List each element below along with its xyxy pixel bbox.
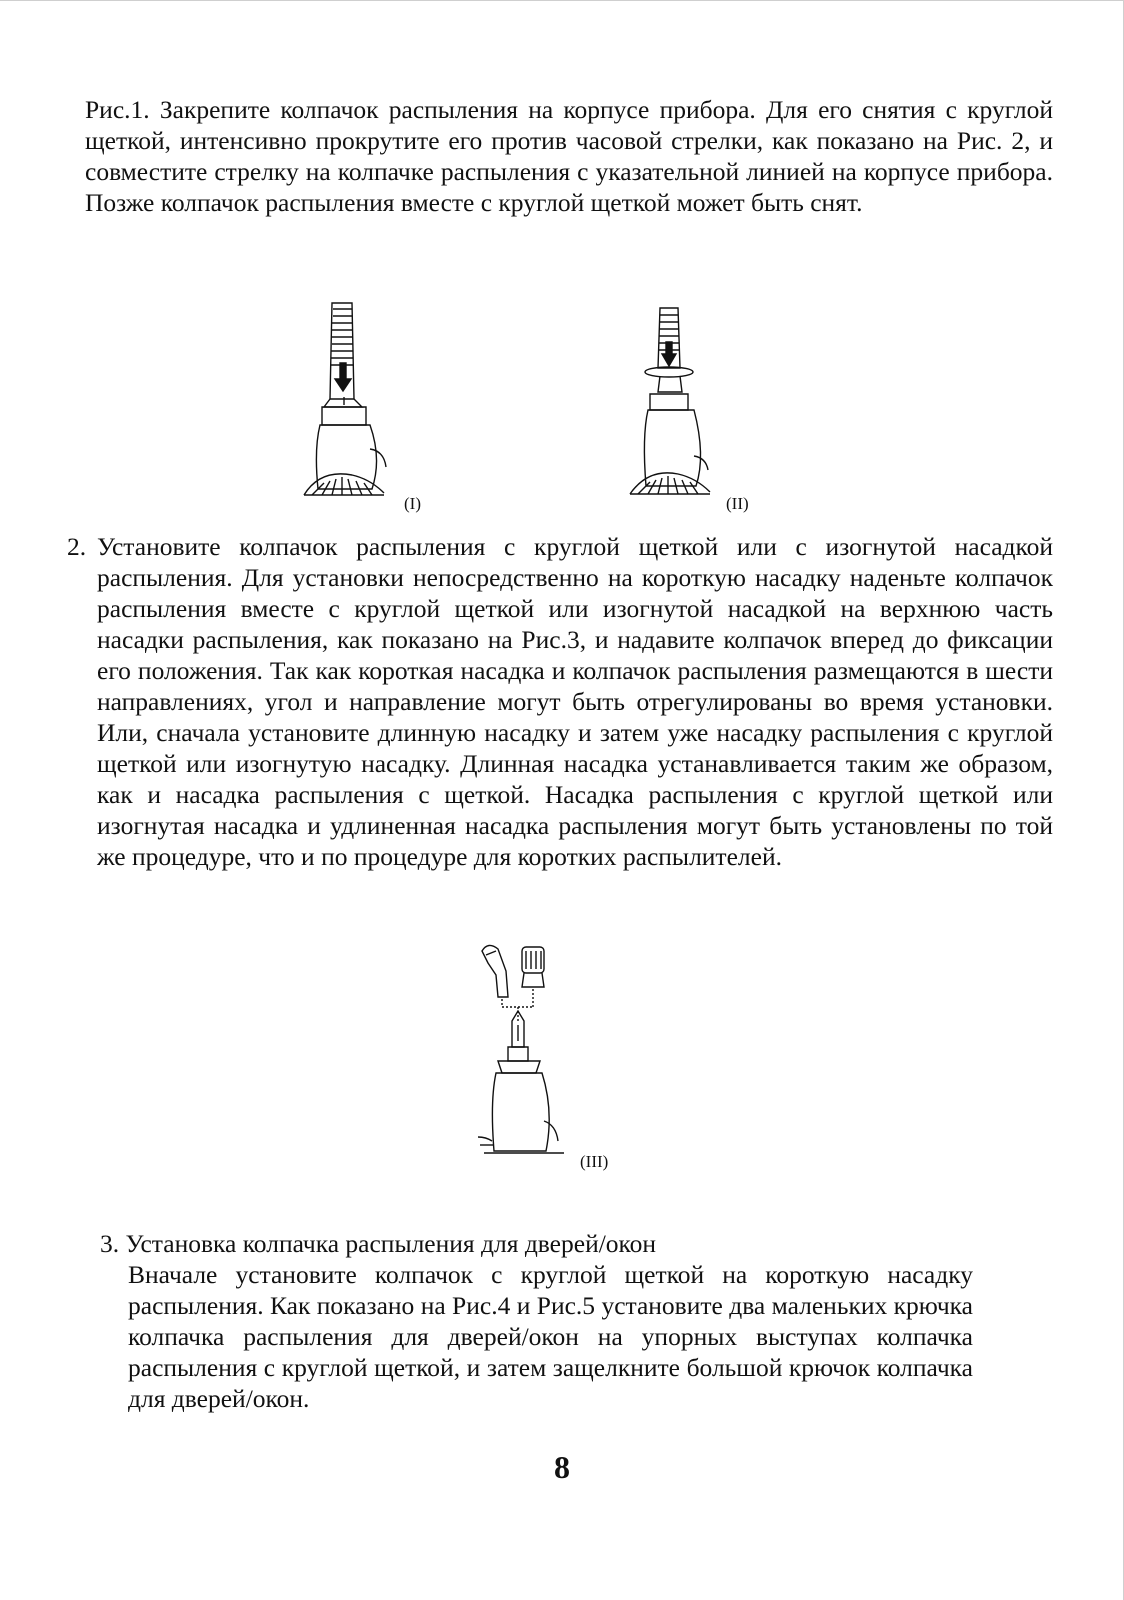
section-2-number: 2.	[67, 532, 87, 561]
figure-3-illustration	[478, 941, 574, 1161]
section-3-text: Вначале установите колпачок с круглой щеткой на короткую насадку распыления. Как показано на Рис.4 и Рис.5 установите два маленьких крючка колпачка распыления для дверей/окон на упорных выступах колпачка распыления с круглой щеткой, и затем защелкните большой крючок колпачка для дверей/окон.	[128, 1260, 973, 1413]
figure-2-illustration	[626, 306, 726, 511]
figure-1-caption: (I)	[404, 494, 421, 513]
figure-1-illustration	[300, 299, 400, 511]
paragraph-fig1-instructions: Рис.1. Закрепите колпачок распыления на корпусе прибора. Для его снятия с круглой щеткой, интенсивно прокрутите его против часовой стрелки, как показано на Рис. 2, и совместите стрелку на колпачке распыления с указательной линией на корпусе прибора. Позже колпачок распыления вместе с круглой щеткой может быть снят.	[85, 95, 1053, 217]
figure-3-caption: (III)	[580, 1152, 609, 1171]
section-3-title: 3. Установка колпачка распыления для дверей/окон	[100, 1229, 657, 1258]
section-2-text: Установите колпачок распыления с круглой щеткой или с изогнутой насадкой распыления. Для установки непосредственно на короткую насадку наденьте колпачок распыления вместе с круглой щеткой или изогнутой насадкой на верхнюю часть насадки распыления, как показано на Рис.3, и надавите колпачок вперед до фиксации его положения. Так как короткая насадка и колпачок распыления размещаются в шести направлениях, угол и направление могут быть отрегулированы во время установки. Или, сначала установите длинную насадку и затем уже насадку распыления с круглой щеткой или изогнутую насадку. Длинная насадка устанавливается таким же образом, как и насадка распыления с щеткой. Насадка распыления с круглой щеткой или изогнутая насадка и удлиненная насадка распыления могут быть установлены по той же процедуре, что и по процедуре для коротких распылителей.	[97, 532, 1053, 871]
page-number: 8	[554, 1449, 570, 1485]
figure-2-caption: (II)	[726, 494, 749, 513]
